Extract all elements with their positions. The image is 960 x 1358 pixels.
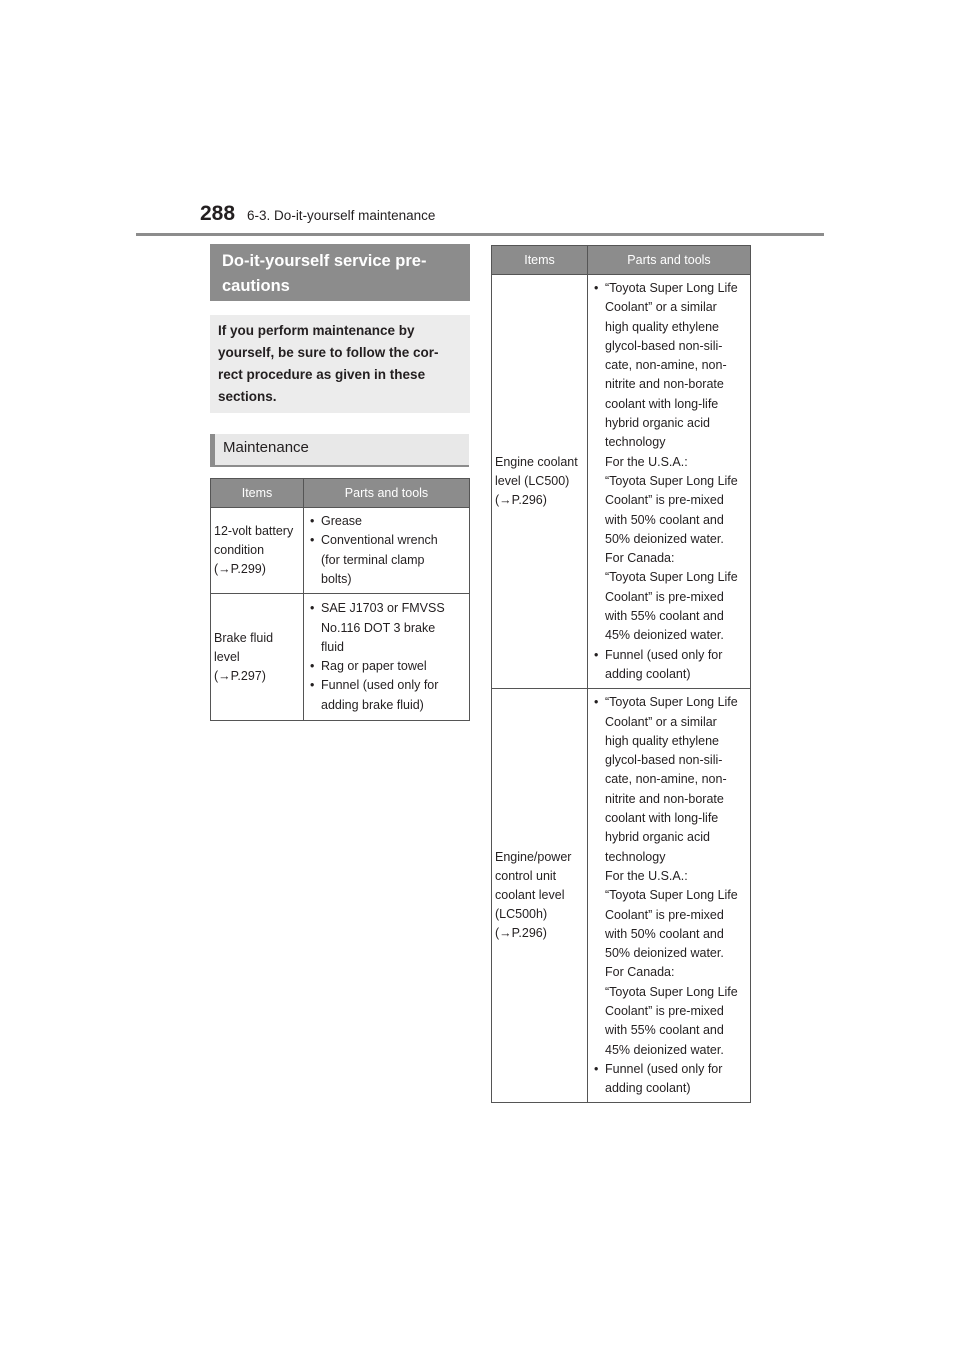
item-brake-fluid: Brake fluid level (→P.297) <box>211 594 304 721</box>
maintenance-table-right <box>491 245 751 1103</box>
table-row-coolant-lc500 <box>492 275 751 689</box>
tools-coolant-lc500h: • “Toyota Super Long Life Coolant” or a similar high quality ethylene glycol-based non-sili- cate, non-amine, non- nitrite and non-borate coolant with long-life hybrid organic acid technology For the U.S.A.: “Toyota Super Long Life Coolant” is pre-mixed with 50% coolant and 50% deionized water. For Canada: “Toyota Super Long Life Coolant” is pre-mixed with 55% coolant and 45% deionized water. • Funnel (used only for adding coolant) <box>588 689 751 1103</box>
tools-brake-fluid: • SAE J1703 or FMVSS No.116 DOT 3 brake fluid • Rag or paper towel • Funnel (used only for adding brake fluid) <box>304 594 470 721</box>
tool-funnel: • Funnel (used only for <box>594 1060 747 1079</box>
tool-grease: • Grease <box>310 512 466 531</box>
tools-battery: • Grease • Conventional wrench (for terminal clamp bolts) <box>304 508 470 594</box>
tool-rag: • Rag or paper towel <box>310 657 466 676</box>
header-rule <box>136 233 824 236</box>
item-battery: 12-volt battery condition (→P.299) <box>211 508 304 594</box>
page-header <box>200 202 435 226</box>
table-row-battery <box>211 508 470 594</box>
table-row-brake-fluid <box>211 594 470 721</box>
maintenance-table-left <box>210 478 470 721</box>
items-header: Items <box>211 479 304 508</box>
service-precautions-title <box>210 244 470 301</box>
page-number: 288 <box>200 202 236 225</box>
parts-header: Parts and tools <box>304 479 470 508</box>
tool-brake-fluid: • SAE J1703 or FMVSS <box>310 599 466 618</box>
intro-line-4: sections. <box>218 389 277 404</box>
items-header: Items <box>492 246 588 275</box>
tool-funnel: • Funnel (used only for <box>594 646 747 665</box>
tool-funnel: • Funnel (used only for <box>310 676 466 695</box>
intro-line-2: yourself, be sure to follow the cor- <box>218 345 439 360</box>
item-coolant-lc500h: Engine/power control unit coolant level (LC500h) (→P.296) <box>492 689 588 1103</box>
table-row-coolant-lc500h <box>492 689 751 1103</box>
tool-coolant: • “Toyota Super Long Life <box>594 693 747 712</box>
tool-coolant: • “Toyota Super Long Life <box>594 279 747 298</box>
parts-header: Parts and tools <box>588 246 751 275</box>
title-line-2: cautions <box>222 277 290 295</box>
tools-coolant-lc500: • “Toyota Super Long Life Coolant” or a similar high quality ethylene glycol-based non-sili- cate, non-amine, non- nitrite and non-borate coolant with long-life hybrid organic acid technology For the U.S.A.: “Toyota Super Long Life Coolant” is pre-mixed with 50% coolant and 50% deionized water. For Canada: “Toyota Super Long Life Coolant” is pre-mixed with 55% coolant and 45% deionized water. • Funnel (used only for adding coolant) <box>588 275 751 689</box>
tool-wrench: • Conventional wrench <box>310 531 466 550</box>
maintenance-heading: Maintenance <box>210 434 469 467</box>
intro-line-3: rect procedure as given in these <box>218 367 426 382</box>
intro-line-1: If you perform maintenance by <box>218 323 415 338</box>
title-line-1: Do-it-yourself service pre- <box>222 252 427 270</box>
table-header-row <box>211 479 470 508</box>
table-header-row <box>492 246 751 275</box>
item-coolant-lc500: Engine coolant level (LC500) (→P.296) <box>492 275 588 689</box>
section-title: 6-3. Do-it-yourself maintenance <box>247 208 436 223</box>
intro-text-box <box>210 315 470 413</box>
